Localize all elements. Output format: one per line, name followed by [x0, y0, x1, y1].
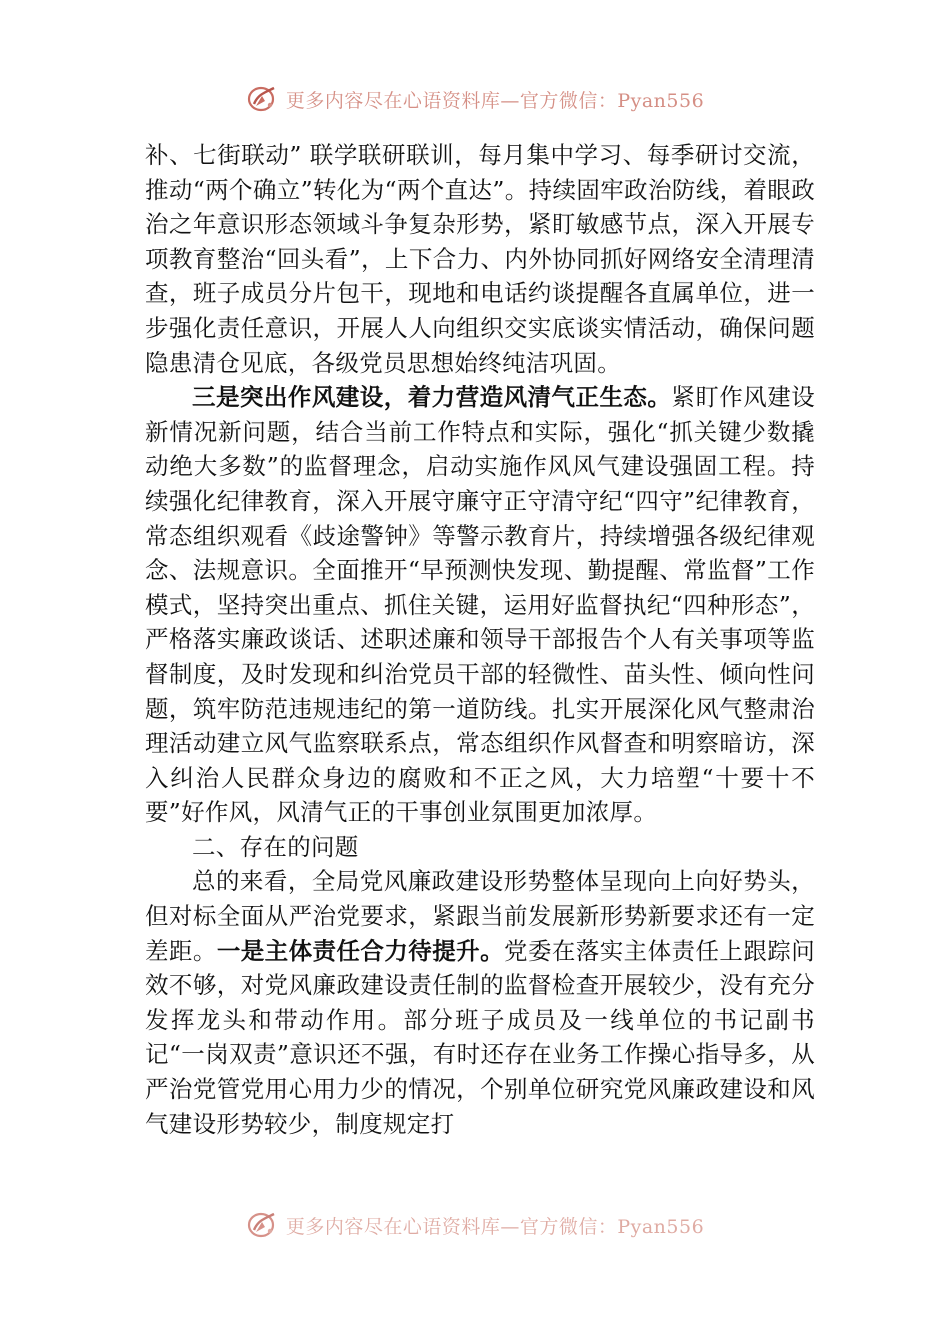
- paragraph-continuation: 补、七街联动” 联学联研联训，每月集中学习、每季研讨交流，推动“两个确立”转化为“两个直达”。持续固牢政治防线，着眼政治之年意识形态领域斗争复杂形势，紧盯敏感节点，深入开展专项教育整治“回头看”，上下合力、内外协同抓好网络安全清理清查，班子成员分片包干，现地和电话约谈提醒各直属单位，进一步强化责任意识，开展人人向组织交实底谈实情活动，确保问题隐患清仓见底，各级党员思想始终纯洁巩固。: [145, 141, 815, 377]
- watermark-text: 更多内容尽在心语资料库—官方微信：Pyan556: [285, 1215, 705, 1238]
- paragraph-text: 紧盯作风建设新情况新问题，结合当前工作特点和实际，强化“抓关键少数撬动绝大多数”的监督理念，启动实施作风风气建设强固工程。持续强化纪律教育，深入开展守廉守正守清守纪“四守”纪律教育，常态组织观看《歧途警钟》等警示教育片，持续增强各级纪律观念、法规意识。全面推开“早预测快发现、勤提醒、常监督”工作模式，坚持突出重点、抓住关键，运用好监督执纪“四种形态”，严格落实廉政谈话、述职述廉和领导干部报告个人有关事项等监督制度，及时发现和纠治党员干部的轻微性、苗头性、倾向性问题，筑牢防范违规违纪的第一道防线。扎实开展深化风气整肃治理活动建立风气监察联系点，常态组织作风督查和明察暗访，深入纠治人民群众身边的腐败和不正之风，大力培塑“十要十不要”好作风，风清气正的干事创业氛围更加浓厚。: [145, 383, 815, 827]
- document-body: [145, 138, 815, 1141]
- paragraph-text: 党委在落实主体责任上跟踪问效不够，对党风廉政建设责任制的监督检查开展较少，没有充分发挥龙头和带动作用。部分班子成员及一线单位的书记副书记“一岗双责”意识还不强，有时还存在业务工作操心指导多，从严治党管党用心用力少的情况，个别单位研究党风廉政建设和风气建设形势较少，制度规定打: [145, 936, 816, 1138]
- paragraph-lead-sentence: 一是主体责任合力待提升。: [216, 936, 505, 965]
- paragraph-problems: [145, 864, 815, 1141]
- paragraph-intro: 总的来看，全局党风廉政建设形势整体呈现向上向好势头，但对标全面从严治党要求，紧跟当前发展新形势新要求还有一定差距。: [145, 867, 815, 965]
- watermark-header: [0, 84, 950, 114]
- paragraph-lead-sentence: 三是突出作风建设，着力营造风清气正生态。: [192, 383, 672, 412]
- pen-swirl-logo-icon: [246, 84, 280, 114]
- section-heading: 二、存在的问题: [192, 832, 359, 861]
- watermark-text: 更多内容尽在心语资料库—官方微信：Pyan556: [285, 89, 705, 112]
- pen-swirl-logo-icon: [246, 1210, 280, 1240]
- paragraph-style-building: [145, 380, 815, 830]
- watermark-footer: [0, 1210, 950, 1240]
